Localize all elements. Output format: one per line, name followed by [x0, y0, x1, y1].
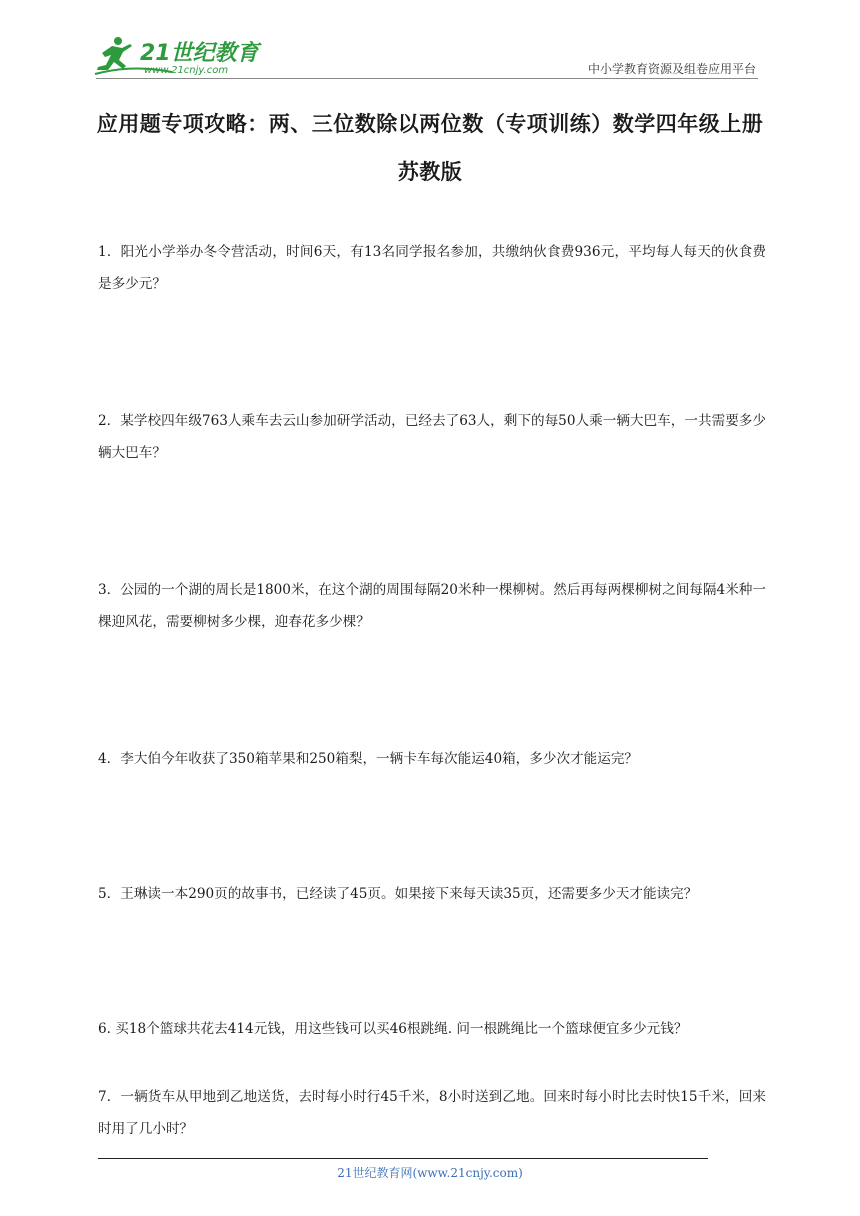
- svg-text:21世纪教育: 21世纪教育: [140, 41, 259, 66]
- page-title: 应用题专项攻略：两、三位数除以两位数（专项训练）数学四年级上册苏教版: [96, 112, 764, 184]
- question-5: 5．王琳读一本290页的故事书，已经读了45页。如果接下来每天读35页，还需要多少天才能读完？: [98, 886, 698, 902]
- question-3: 3．公园的一个湖的周长是1800米，在这个湖的周围每隔20米种一棵柳树。然后再每两棵柳树之间每隔4米种一棵迎风花，需要柳树多少棵，迎春花多少棵？: [98, 582, 766, 630]
- svg-text:www.21cnjy.com: www.21cnjy.com: [144, 65, 229, 76]
- logo: [92, 34, 262, 78]
- question-6: 6. 买18个篮球共花去414元钱，用这些钱可以买46根跳绳. 问一根跳绳比一个篮球便宜多少元钱？: [98, 1021, 688, 1037]
- platform-name: 中小学教育资源及组卷应用平台: [587, 62, 756, 76]
- runner-icon: [92, 34, 262, 78]
- question-7: 7．一辆货车从甲地到乙地送货，去时每小时行45千米，8小时送到乙地。回来时每小时比去时快15千米，回来时用了几小时？: [98, 1089, 766, 1137]
- question-2: 2．某学校四年级763人乘车去云山参加研学活动，已经去了63人，剩下的每50人乘一辆大巴车，一共需要多少辆大巴车？: [98, 413, 766, 461]
- question-1: 1．阳光小学举办冬令营活动，时间6天，有13名同学报名参加，共缴纳伙食费936元，平均每人每天的伙食费是多少元？: [98, 244, 766, 292]
- footer-link[interactable]: 21世纪教育网(www.21cnjy.com): [337, 1166, 523, 1180]
- question-4: 4．李大伯今年收获了350箱苹果和250箱梨，一辆卡车每次能运40箱，多少次才能运完？: [98, 751, 639, 767]
- page-header: [0, 0, 860, 90]
- footer-divider: [98, 1158, 708, 1159]
- header-divider: [96, 78, 758, 79]
